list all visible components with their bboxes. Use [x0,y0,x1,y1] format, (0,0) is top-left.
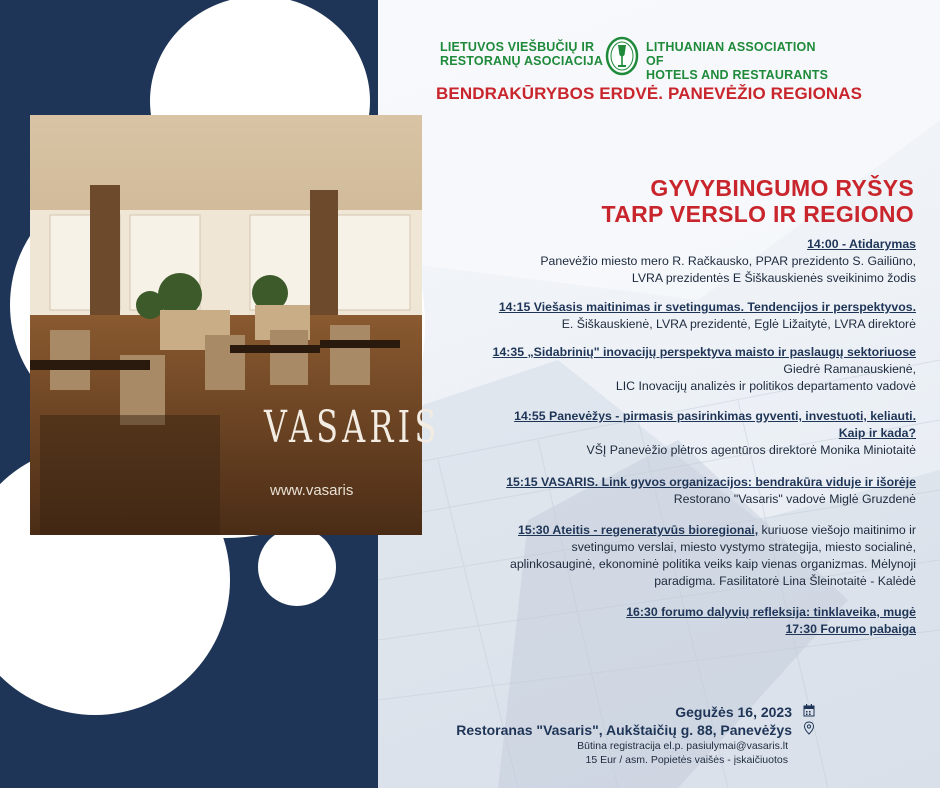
agenda-item-6-inline: kuriuose viešojo maitinimo ir [758,523,916,537]
logo-en-line2: HOTELS AND RESTAURANTS [646,68,829,82]
agenda-item-6-line3: paradigma. Fasilitatorė Lina Šleinotaitė - Kalėdė [654,574,916,588]
logo-lithuanian-text [440,40,603,68]
price-note: 15 Eur / asm. Popietės vaišės - įskaičiuotos [585,754,788,766]
agenda-item-1-line2: LVRA prezidentės E Šiškauskienės sveikinimo žodis [631,271,916,285]
agenda-item-2 [396,299,916,333]
logo-en-line1: LITHUANIAN ASSOCIATION OF [646,40,816,68]
agenda-item-7-title: 16:30 forumo dalyvių refleksija: tinklaveika, mugė [626,605,916,619]
agenda-item-6-title: 15:30 Ateitis - regeneratyvūs bioregionai, [518,523,759,537]
logo-lt-line2: RESTORANŲ ASOCIACIJA [440,54,604,68]
agenda-item-4-line1: VŠĮ Panevėžio plėtros agentūros direktorė Monika Miniotaitė [586,443,916,457]
event-venue: Restoranas "Vasaris", Aukštaičių g. 88, Panevėžys [456,722,792,738]
agenda-item-1-line1: Panevėžio miesto mero R. Račkausko, PPAR prezidento S. Gailiūno, [540,254,916,268]
title-line1: GYVYBINGUMO RYŠYS [650,175,914,201]
event-subtitle: BENDRAKŪRYBOS ERDVĖ. PANEVĖŽIO REGIONAS [436,84,863,103]
registration-note: Būtina registracija el.p. pasiulymai@vasaris.lt [577,740,788,752]
agenda-item-7 [396,604,916,638]
association-emblem-icon [605,36,639,76]
agenda-item-3 [396,344,916,395]
association-logo [440,36,830,80]
agenda-item-6-line1: svetingumo verslai, miesto vystymo strategija, miesto socialinė, [571,540,916,554]
agenda-item-6-line2: aplinkosauginė, ekonominė politika veiks kaip vienas organizmas. Mėlynoji [509,557,916,571]
agenda-item-4-title2: Kaip ir kada? [838,426,916,440]
event-title [602,175,914,227]
location-pin-icon [803,721,815,735]
agenda-item-3-title: 14:35 „Sidabrinių" inovacijų perspektyva maisto ir paslaugų sektoriuose [492,345,916,359]
agenda-item-6 [396,522,916,590]
logo-lt-line1: LIETUVOS VIEŠBUČIŲ IR [440,40,595,54]
agenda-item-5-line1: Restorano "Vasaris" vadovė Miglė Gruzdenė [673,492,916,506]
restaurant-photo [30,115,441,535]
agenda-item-2-title: 14:15 Viešasis maitinimas ir svetingumas. Tendencijos ir perspektyvos. [498,300,916,314]
logo-english-text [646,40,830,82]
vasaris-brand-text: VASARIS [264,402,441,453]
agenda-item-4-title: 14:55 Panevėžys - pirmasis pasirinkimas gyventi, investuoti, keliauti. [514,409,916,423]
agenda-item-1-title: 14:00 - Atidarymas [807,237,916,251]
agenda-item-3-line1: Giedrė Ramanauskienė, [783,362,916,376]
title-line2: TARP VERSLO IR REGIONO [601,201,914,227]
decor-circle-bottom-small [258,528,336,606]
vasaris-url-text: www.vasaris [270,482,354,499]
agenda-item-2-line1: E. Šiškauskienė, LVRA prezidentė, Eglė Ližaitytė, LVRA direktorė [561,317,916,331]
event-date: Gegužės 16, 2023 [675,704,792,720]
agenda-item-5 [396,474,916,508]
calendar-icon [803,704,815,717]
agenda-item-1 [396,236,916,287]
agenda-item-3-line2: LIC Inovacijų analizės ir politikos departamento vadovė [615,379,916,393]
agenda-item-6-first-line [396,522,916,539]
agenda-item-4 [396,408,916,459]
agenda-item-7-title2: 17:30 Forumo pabaiga [785,622,916,636]
agenda-item-5-title: 15:15 VASARIS. Link gyvos organizacijos: bendrakūra viduje ir išorėje [506,475,916,489]
